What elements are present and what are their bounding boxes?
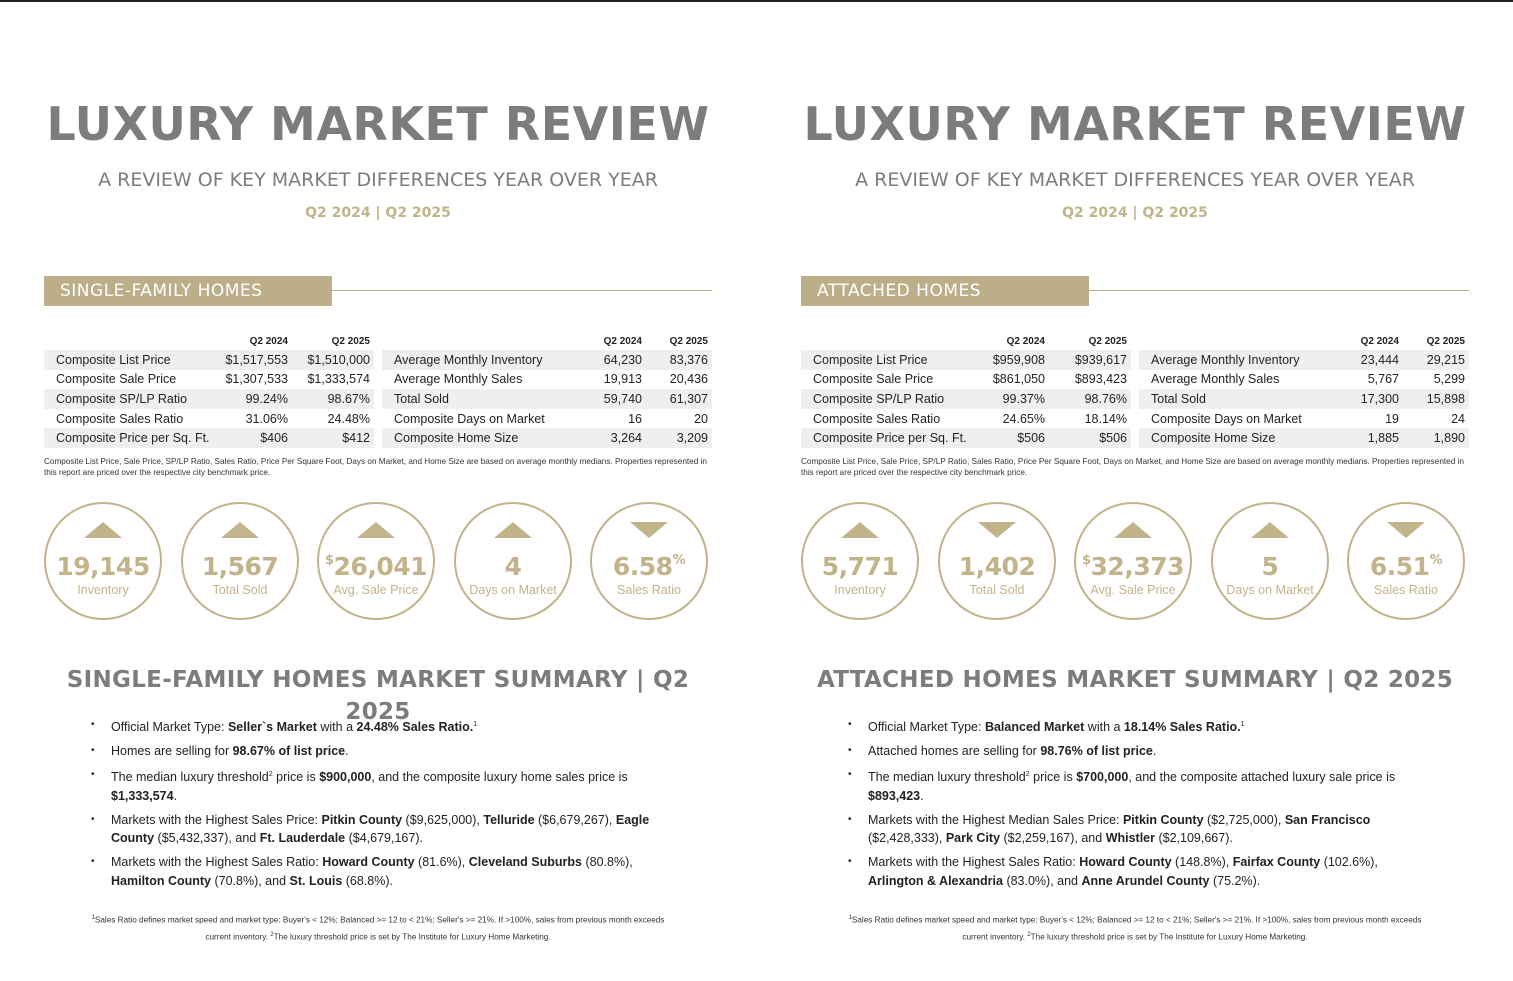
stat-number: 32,373 — [1090, 552, 1185, 581]
table-row — [1139, 389, 1469, 409]
stat-suffix: % — [672, 553, 686, 568]
list-item — [848, 853, 1428, 890]
market-value: (80.8%), — [581, 855, 633, 870]
section-header: SINGLE-FAMILY HOMES — [44, 276, 332, 306]
value-q2-2025: 24.48% — [327, 411, 370, 426]
stat-number: 6.51 — [1369, 552, 1430, 581]
inventory-sales-table — [382, 332, 712, 448]
bullet-text: , and the composite luxury home sales price is — [371, 770, 628, 785]
value-q2-2024: 19,913 — [603, 372, 642, 387]
table-row — [1139, 409, 1469, 429]
page-subtitle: A REVIEW OF KEY MARKET DIFFERENCES YEAR OVER YEAR — [855, 169, 1415, 191]
value-q2-2025: 29,215 — [1403, 350, 1469, 370]
value-q2-2025: $939,617 — [1049, 350, 1131, 370]
row-label: Average Monthly Inventory — [382, 350, 584, 370]
stat-circle — [801, 502, 919, 620]
arrow-down-icon — [1387, 522, 1425, 538]
composite-price-table — [801, 332, 1131, 448]
row-label: Composite Home Size — [1139, 428, 1341, 448]
market-value: ($5,432,337), and — [154, 831, 260, 846]
table-row — [44, 350, 374, 370]
market-name: Arlington & Alexandria — [868, 873, 1003, 888]
value-q2-2024: 19 — [1385, 411, 1399, 426]
table-row — [382, 370, 712, 390]
market-value: ($2,428,333), — [868, 831, 946, 846]
stat-value — [803, 544, 917, 584]
section-header: ATTACHED HOMES — [801, 276, 1089, 306]
market-name: Pitkin County — [1122, 812, 1204, 827]
value-q2-2024: 1,885 — [1341, 428, 1403, 448]
footnote-2: The luxury threshold price is set by The Institute for Luxury Home Marketing. — [1030, 932, 1308, 942]
market-name: Pitkin County — [321, 812, 403, 827]
stat-circle — [317, 502, 435, 620]
footnote-ref: 2 — [268, 771, 273, 779]
market-summary-list — [848, 716, 1428, 896]
stat-circle — [1347, 502, 1465, 620]
value-q2-2024: 3,264 — [584, 428, 646, 448]
table-row — [1139, 350, 1469, 370]
period-label: Q2 2024 | Q2 2025 — [1062, 205, 1208, 221]
table-row — [382, 428, 712, 448]
bullet-text: Official Market Type: — [111, 720, 228, 735]
bullet-text: Homes are selling for — [111, 744, 233, 759]
table-row — [1139, 370, 1469, 390]
row-label: Composite List Price — [44, 350, 222, 370]
table-header-row — [382, 332, 712, 350]
market-value: ($9,625,000), — [402, 812, 484, 827]
column-header-q2-2025: Q2 2025 — [1426, 335, 1465, 347]
bullet-text: Markets with the Highest Sales Ratio: — [868, 855, 1080, 870]
value-q2-2024: 64,230 — [584, 350, 646, 370]
row-label: Composite List Price — [801, 350, 979, 370]
bullet-text: , and the composite attached luxury sale price is — [1128, 770, 1396, 785]
composite-sale-price: $893,423 — [868, 788, 921, 803]
table-header-row — [801, 332, 1131, 350]
bullet-text: with a — [316, 720, 357, 735]
footnote-marker: 2 — [270, 931, 274, 938]
market-value: (148.8%), — [1171, 855, 1233, 870]
value-q2-2025: 1,890 — [1403, 428, 1469, 448]
period-label: Q2 2024 | Q2 2025 — [305, 205, 451, 221]
value-q2-2024: $506 — [979, 428, 1049, 448]
stat-prefix: $ — [1081, 553, 1091, 568]
market-name: Cleveland Suburbs — [468, 855, 582, 870]
market-name: San Francisco — [1284, 812, 1371, 827]
footnotes — [841, 911, 1429, 944]
composite-sale-price: $1,333,574 — [111, 788, 174, 803]
bullet-text: price is — [1029, 770, 1077, 785]
arrow-up-icon — [84, 522, 122, 538]
value-q2-2025: 18.14% — [1084, 411, 1127, 426]
column-header-q2-2024: Q2 2024 — [1360, 335, 1399, 347]
arrow-up-icon — [1251, 522, 1289, 538]
table-row — [382, 409, 712, 429]
table-header-label — [801, 332, 979, 350]
column-header-q2-2024: Q2 2024 — [249, 335, 288, 347]
row-label: Composite Home Size — [382, 428, 584, 448]
value-q2-2024: 99.37% — [979, 389, 1049, 409]
row-label: Composite Sale Price — [56, 372, 177, 387]
table-row — [801, 350, 1131, 370]
column-header-q2-2025: Q2 2025 — [331, 335, 370, 347]
list-item — [91, 742, 671, 761]
stat-number: 4 — [504, 552, 522, 581]
stat-circle — [181, 502, 299, 620]
stat-label: Days on Market — [1226, 583, 1314, 597]
bullet-text: Official Market Type: — [868, 720, 985, 735]
table-row — [44, 370, 374, 390]
market-value: ($2,259,167), and — [1000, 831, 1106, 846]
bullet-text: The median luxury threshold — [111, 770, 269, 785]
market-name: Whistler — [1105, 831, 1155, 846]
stat-value — [1349, 544, 1463, 584]
arrow-down-icon — [630, 522, 668, 538]
list-item — [848, 742, 1428, 761]
bullet-text: . — [345, 744, 349, 759]
stat-circle — [454, 502, 572, 620]
methodology-note: Composite List Price, Sale Price, SP/LP Ratio, Sales Ratio, Price Per Square Foot, Days on Market, and Home Size are based on average monthly medians. Properties represented in this report are priced over the respective city benchmark price. — [801, 457, 1464, 477]
footnote-marker: 2 — [1027, 931, 1031, 938]
footnote-marker: 1 — [91, 915, 95, 921]
market-value: (102.6%), — [1320, 855, 1378, 870]
market-summary-title: ATTACHED HOMES MARKET SUMMARY | Q2 2025 — [816, 667, 1454, 693]
stat-value — [456, 544, 570, 584]
row-label: Total Sold — [1139, 389, 1341, 409]
market-name: Fairfax County — [1232, 855, 1321, 870]
stat-circle — [1211, 502, 1329, 620]
table-row — [801, 409, 1131, 429]
inventory-sales-table — [1139, 332, 1469, 448]
market-value: ($6,679,267), — [534, 812, 616, 827]
bullet-text: with a — [1084, 720, 1124, 735]
table-header-label — [382, 332, 584, 350]
list-item — [91, 716, 671, 737]
stat-number: 1,567 — [201, 552, 279, 581]
composite-price-table — [44, 332, 374, 448]
row-label: Composite Sales Ratio — [813, 411, 941, 426]
section-divider — [1089, 290, 1469, 291]
row-label: Average Monthly Sales — [1151, 372, 1280, 387]
value-q2-2025: $1,333,574 — [307, 372, 370, 387]
footnote-marker: 1 — [848, 915, 852, 921]
value-q2-2025: $412 — [292, 428, 374, 448]
value-q2-2024: $1,307,533 — [225, 372, 288, 387]
stat-number: 1,402 — [958, 552, 1036, 581]
value-q2-2025: 3,209 — [646, 428, 712, 448]
bullet-text: . — [173, 788, 178, 803]
page-title: LUXURY MARKET REVIEW — [803, 97, 1467, 151]
value-q2-2025: 5,299 — [1433, 372, 1465, 387]
bullet-text: Markets with the Highest Median Sales Price: — [868, 812, 1123, 827]
table-row — [801, 428, 1131, 448]
market-name: St. Louis — [289, 873, 343, 888]
table-row — [382, 389, 712, 409]
bullet-text: . — [1152, 744, 1157, 759]
stat-prefix: $ — [324, 553, 334, 568]
arrow-up-icon — [1114, 522, 1152, 538]
column-header-q2-2024: Q2 2024 — [1006, 335, 1045, 347]
stat-label: Sales Ratio — [1374, 583, 1438, 597]
stat-value — [46, 544, 160, 584]
value-q2-2024: 31.06% — [245, 411, 288, 426]
stat-value — [319, 544, 433, 584]
list-price-percent: 98.67% of list price — [232, 744, 346, 759]
value-q2-2024: 24.65% — [1002, 411, 1045, 426]
row-label: Composite Days on Market — [1151, 411, 1302, 426]
market-value: ($2,725,000), — [1203, 812, 1285, 827]
market-value: (70.8%), and — [211, 873, 290, 888]
section-divider — [332, 290, 712, 291]
column-header-q2-2025: Q2 2025 — [1088, 335, 1127, 347]
row-label: Composite Sale Price — [813, 372, 934, 387]
arrow-down-icon — [978, 522, 1016, 538]
footnote-ref: 1 — [473, 721, 478, 728]
stat-number: 19,145 — [56, 552, 150, 581]
table-row — [44, 409, 374, 429]
market-value: (83.0%), and — [1002, 873, 1082, 888]
market-value: ($2,109,667). — [1155, 831, 1233, 846]
market-name: Park City — [945, 831, 1001, 846]
market-name: Ft. Lauderdale — [259, 831, 346, 846]
threshold-price: $900,000 — [319, 770, 372, 785]
stat-label: Inventory — [834, 583, 886, 597]
row-label: Composite SP/LP Ratio — [44, 389, 222, 409]
row-label: Total Sold — [382, 389, 584, 409]
list-item — [91, 766, 671, 805]
value-q2-2025: 98.67% — [292, 389, 374, 409]
stat-number: 6.58 — [612, 552, 673, 581]
market-value: (75.2%). — [1209, 873, 1261, 888]
stat-label: Days on Market — [469, 583, 557, 597]
bullet-text: Attached homes are selling for — [868, 744, 1041, 759]
stat-number: 5,771 — [821, 552, 899, 581]
list-item — [91, 811, 671, 848]
arrow-up-icon — [357, 522, 395, 538]
value-q2-2025: 61,307 — [646, 389, 712, 409]
footnote-ref: 1 — [1240, 721, 1245, 728]
page-subtitle: A REVIEW OF KEY MARKET DIFFERENCES YEAR OVER YEAR — [98, 169, 658, 191]
stat-label: Sales Ratio — [617, 583, 681, 597]
stat-value — [1076, 544, 1190, 584]
stat-label: Inventory — [77, 583, 129, 597]
value-q2-2024: 5,767 — [1367, 372, 1399, 387]
row-label: Average Monthly Inventory — [1139, 350, 1341, 370]
stat-value — [592, 544, 706, 584]
value-q2-2025: 98.76% — [1049, 389, 1131, 409]
value-q2-2025: 15,898 — [1403, 389, 1469, 409]
row-label: Composite Price per Sq. Ft. — [44, 428, 222, 448]
list-item — [848, 716, 1428, 737]
list-item — [848, 811, 1428, 848]
stat-circle — [44, 502, 162, 620]
table-header-row — [1139, 332, 1469, 350]
market-value: (81.6%), — [414, 855, 469, 870]
threshold-price: $700,000 — [1076, 770, 1129, 785]
row-label: Composite Sales Ratio — [56, 411, 184, 426]
table-row — [1139, 428, 1469, 448]
stat-value — [183, 544, 297, 584]
market-type: Seller`s Market — [227, 720, 317, 735]
stat-label: Total Sold — [212, 583, 268, 597]
footnote-1: Sales Ratio defines market speed and market type: Buyer's < 12%; Balanced >= 12 to < 21%; Seller's >= 21%. If >100%, sales from previous month exceeds current inventory. — [94, 915, 665, 942]
table-row — [44, 428, 374, 448]
table-row — [801, 389, 1131, 409]
value-q2-2024: 59,740 — [584, 389, 646, 409]
row-label: Average Monthly Sales — [394, 372, 523, 387]
value-q2-2024: 99.24% — [222, 389, 292, 409]
value-q2-2025: $506 — [1049, 428, 1131, 448]
row-label: Composite Days on Market — [394, 411, 545, 426]
value-q2-2024: $959,908 — [979, 350, 1049, 370]
value-q2-2024: $406 — [222, 428, 292, 448]
page-title: LUXURY MARKET REVIEW — [46, 97, 710, 151]
methodology-note: Composite List Price, Sale Price, SP/LP Ratio, Sales Ratio, Price Per Square Foot, Days on Market, and Home Size are based on average monthly medians. Properties represented in this report are priced over the respective city benchmark price. — [44, 457, 707, 477]
stat-number: 26,041 — [333, 552, 428, 581]
stat-label: Total Sold — [969, 583, 1025, 597]
market-value: (68.8%). — [342, 873, 394, 888]
value-q2-2025: 24 — [1451, 411, 1465, 426]
stat-label: Avg. Sale Price — [333, 583, 419, 597]
table-header-label — [44, 332, 222, 350]
value-q2-2024: 17,300 — [1341, 389, 1403, 409]
row-label: Composite Price per Sq. Ft. — [801, 428, 979, 448]
market-name: Anne Arundel County — [1081, 873, 1210, 888]
value-q2-2025: 20,436 — [669, 372, 708, 387]
market-summary-list — [91, 716, 671, 896]
sales-ratio-value: 18.14% Sales Ratio. — [1123, 720, 1241, 735]
market-type: Balanced Market — [984, 720, 1085, 735]
market-name: Howard County — [1079, 855, 1172, 870]
stat-suffix: % — [1429, 553, 1443, 568]
footnote-ref: 2 — [1025, 771, 1030, 779]
column-header-q2-2024: Q2 2024 — [603, 335, 642, 347]
bullet-text: . — [920, 788, 924, 803]
stat-circle — [590, 502, 708, 620]
stat-value — [940, 544, 1054, 584]
value-q2-2025: 83,376 — [646, 350, 712, 370]
row-label: Composite SP/LP Ratio — [801, 389, 979, 409]
table-header-row — [44, 332, 374, 350]
stat-number: 5 — [1261, 552, 1279, 581]
report-page-single-family — [44, 0, 712, 981]
bullet-text: The median luxury threshold — [868, 770, 1026, 785]
table-row — [801, 370, 1131, 390]
list-item — [91, 853, 671, 890]
table-header-label — [1139, 332, 1341, 350]
column-header-q2-2025: Q2 2025 — [669, 335, 708, 347]
report-page-attached — [801, 0, 1469, 981]
market-name: Hamilton County — [111, 873, 211, 888]
value-q2-2025: $893,423 — [1074, 372, 1127, 387]
market-value: ($4,679,167). — [345, 831, 423, 846]
market-name: Howard County — [322, 855, 415, 870]
table-row — [44, 389, 374, 409]
table-row — [382, 350, 712, 370]
arrow-up-icon — [221, 522, 259, 538]
footnote-2: The luxury threshold price is set by The Institute for Luxury Home Marketing. — [273, 932, 551, 942]
bullet-text: Markets with the Highest Sales Ratio: — [111, 855, 323, 870]
stat-value — [1213, 544, 1327, 584]
bullet-text: Markets with the Highest Sales Price: — [111, 812, 322, 827]
value-q2-2024: $1,517,553 — [222, 350, 292, 370]
value-q2-2024: 16 — [628, 411, 642, 426]
market-name: Telluride — [483, 812, 535, 827]
value-q2-2024: 23,444 — [1341, 350, 1403, 370]
footnotes — [84, 911, 672, 944]
market-name: Eagle County — [111, 812, 650, 846]
value-q2-2025: 20 — [694, 411, 708, 426]
value-q2-2025: $1,510,000 — [292, 350, 374, 370]
value-q2-2024: $861,050 — [992, 372, 1045, 387]
bullet-text: price is — [272, 770, 320, 785]
list-item — [848, 766, 1428, 805]
footnote-1: Sales Ratio defines market speed and market type: Buyer's < 12%; Balanced >= 12 to < 21%; Seller's >= 21%. If >100%, sales from previous month exceeds current inventory. — [851, 915, 1422, 942]
stat-label: Avg. Sale Price — [1090, 583, 1176, 597]
arrow-up-icon — [841, 522, 879, 538]
sales-ratio-value: 24.48% Sales Ratio. — [356, 720, 474, 735]
stat-circle — [938, 502, 1056, 620]
stat-circle — [1074, 502, 1192, 620]
market-summary-title: SINGLE-FAMILY HOMES MARKET SUMMARY | Q2 2025 — [66, 667, 690, 725]
list-price-percent: 98.76% of list price — [1040, 744, 1153, 759]
arrow-up-icon — [494, 522, 532, 538]
